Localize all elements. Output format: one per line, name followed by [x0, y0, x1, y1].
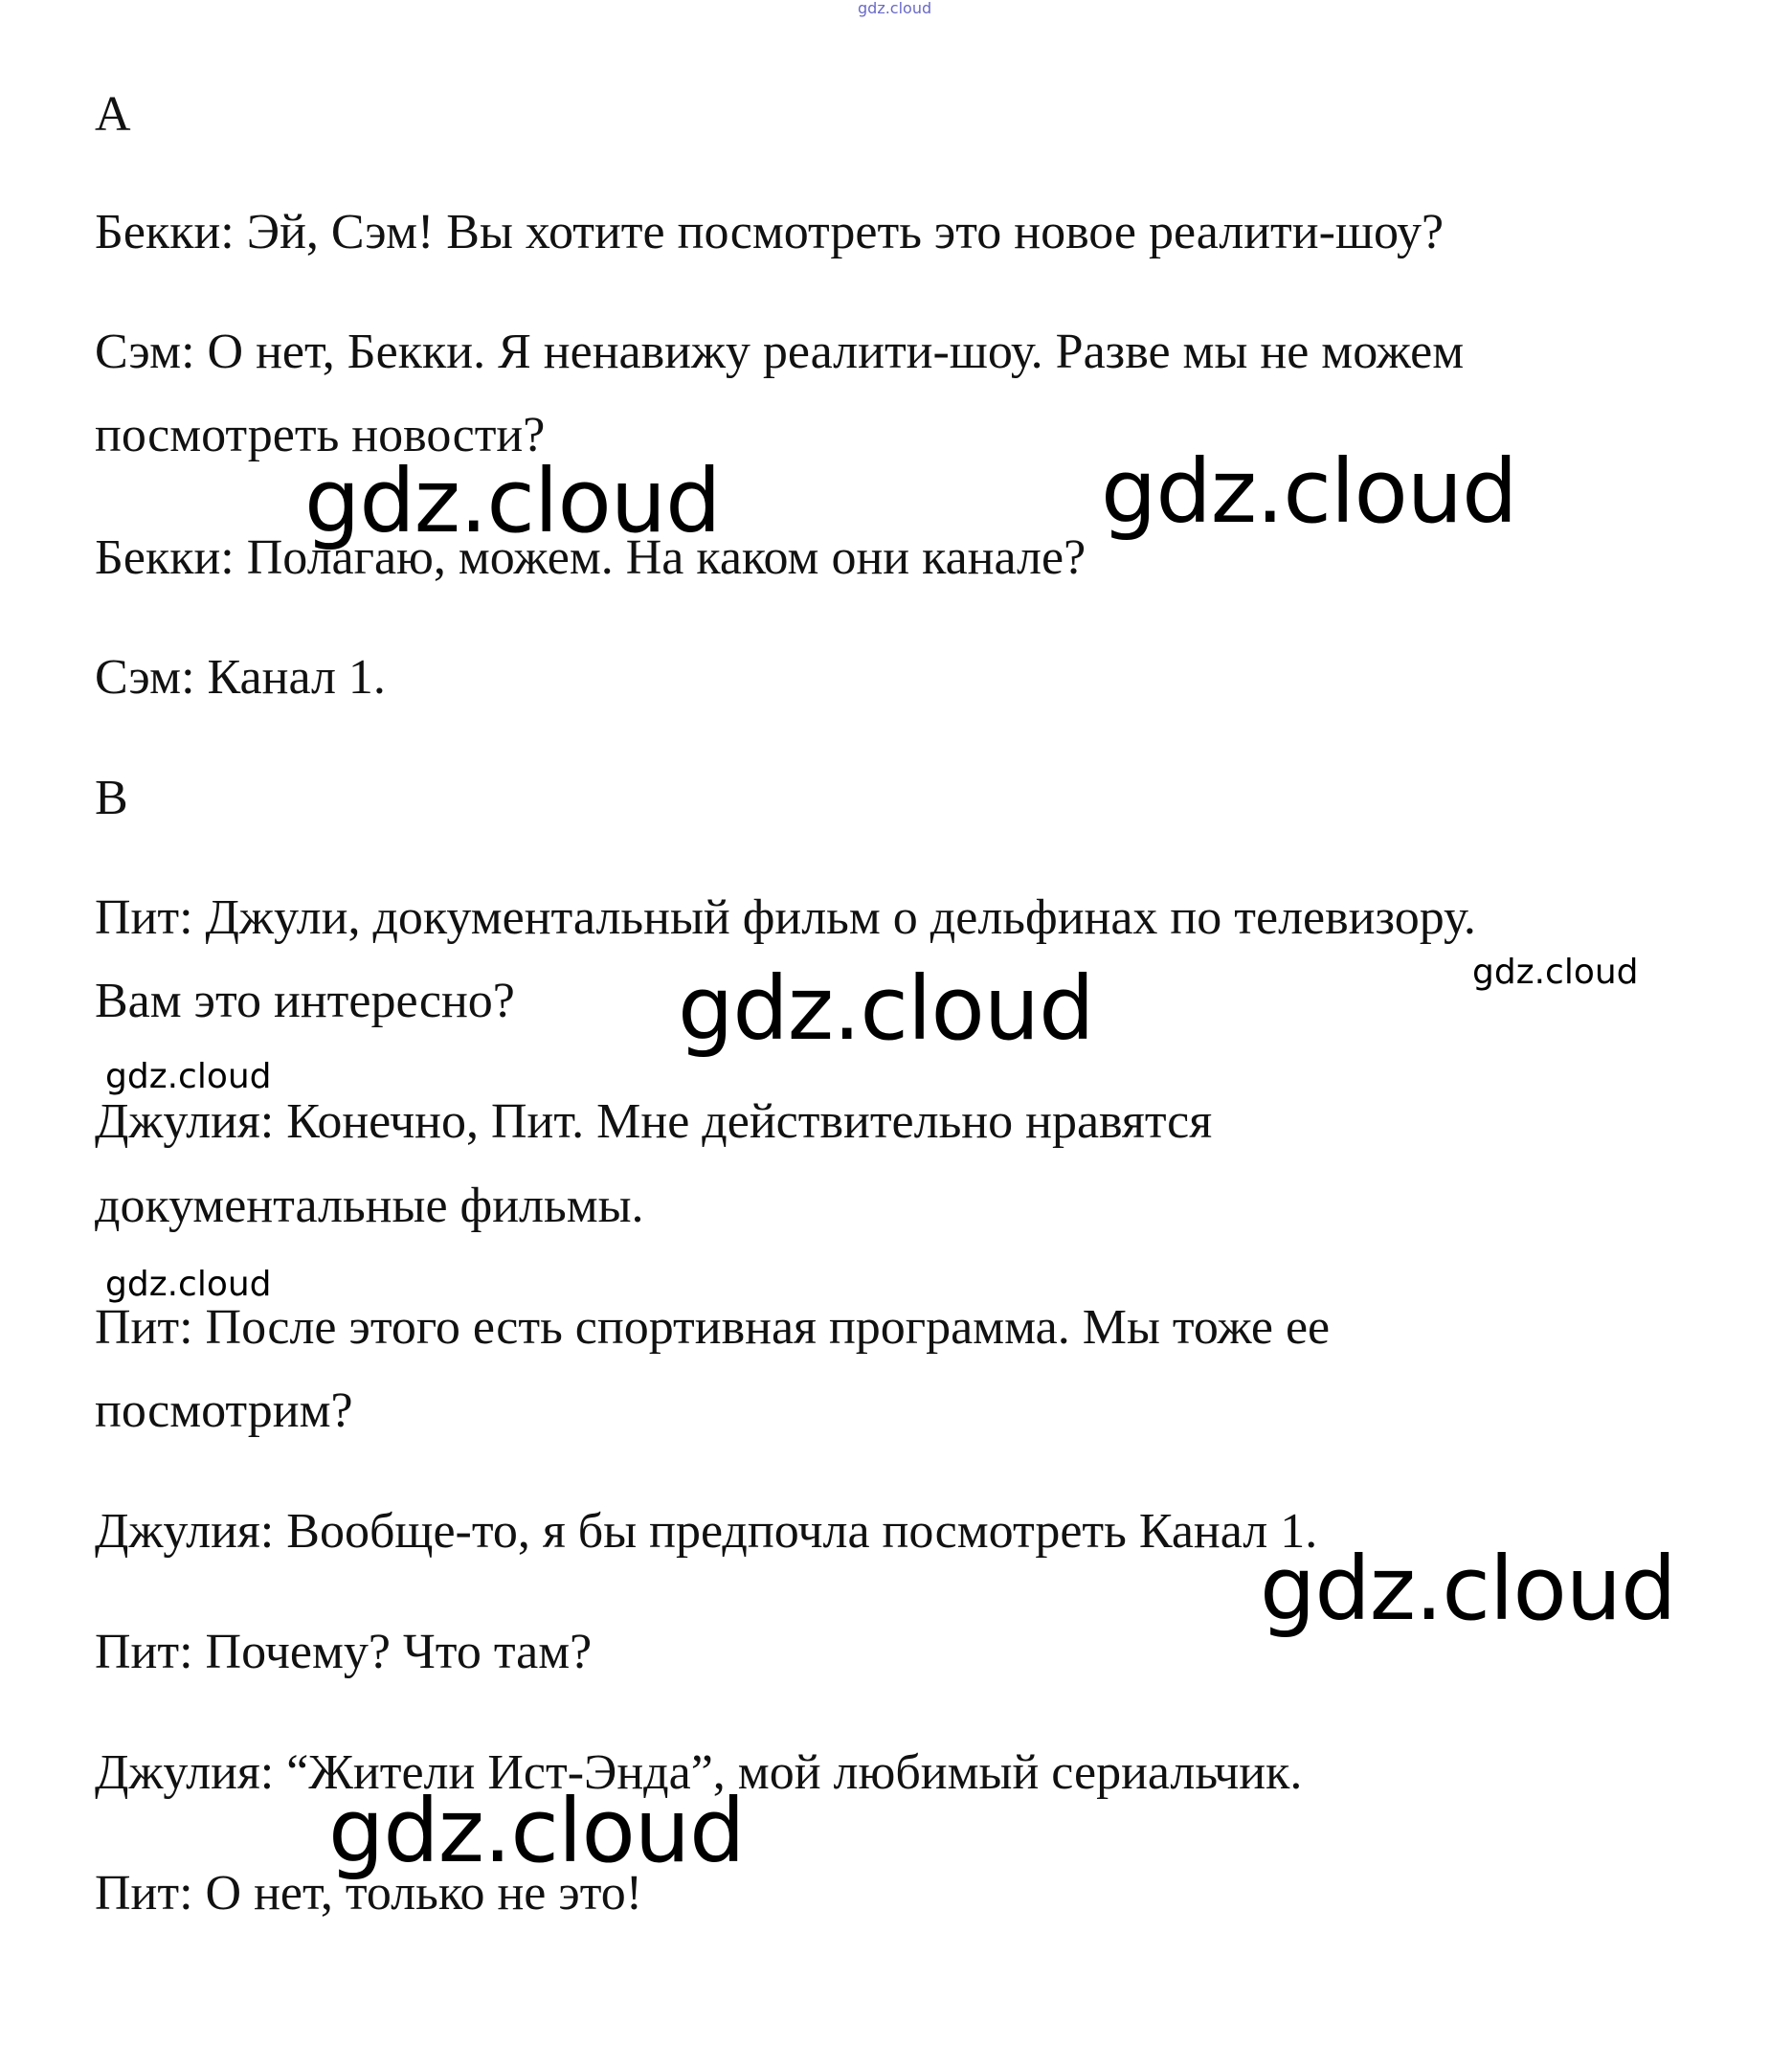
dialogue-line: Вам это интересно?	[95, 974, 515, 1028]
section-b-heading: B	[95, 771, 128, 825]
watermark: gdz.cloud	[1472, 953, 1639, 992]
dialogue-line: посмотреть новости?	[95, 408, 546, 462]
dialogue-line: Пит: О нет, только не это!	[95, 1866, 643, 1921]
dialogue-line: Джулия: Вообще-то, я бы предпочла посмотреть Канал 1.	[95, 1504, 1318, 1559]
dialogue-line: Сэм: О нет, Бекки. Я ненавижу реалити-шоу. Разве мы не можем	[95, 325, 1465, 379]
watermark: gdz.cloud	[678, 957, 1094, 1060]
dialogue-line: Бекки: Полагаю, можем. На каком они канале?	[95, 530, 1086, 585]
dialogue-line: Бекки: Эй, Сэм! Вы хотите посмотреть это новое реалити-шоу?	[95, 205, 1445, 259]
watermark: gdz.cloud	[328, 1780, 745, 1882]
dialogue-line: Пит: Джули, документальный фильм о дельфинах по телевизору.	[95, 890, 1476, 945]
dialogue-line: Сэм: Канал 1.	[95, 650, 386, 705]
section-a-heading: A	[95, 87, 131, 142]
dialogue-line: Пит: Почему? Что там?	[95, 1625, 593, 1679]
watermark: gdz.cloud	[304, 450, 721, 552]
watermark: gdz.cloud	[1101, 440, 1517, 543]
watermark: gdz.cloud	[105, 1057, 272, 1096]
watermark: gdz.cloud	[1260, 1538, 1676, 1640]
dialogue-line: документальные фильмы.	[95, 1179, 644, 1233]
watermark-top: gdz.cloud	[858, 0, 932, 17]
dialogue-line: Пит: После этого есть спортивная программа. Мы тоже ее	[95, 1300, 1331, 1355]
dialogue-line: Джулия: “Жители Ист-Энда”, мой любимый сериальчик.	[95, 1745, 1303, 1800]
dialogue-line: посмотрим?	[95, 1383, 353, 1438]
watermark: gdz.cloud	[105, 1265, 272, 1304]
dialogue-line: Джулия: Конечно, Пит. Мне действительно нравятся	[95, 1094, 1213, 1149]
